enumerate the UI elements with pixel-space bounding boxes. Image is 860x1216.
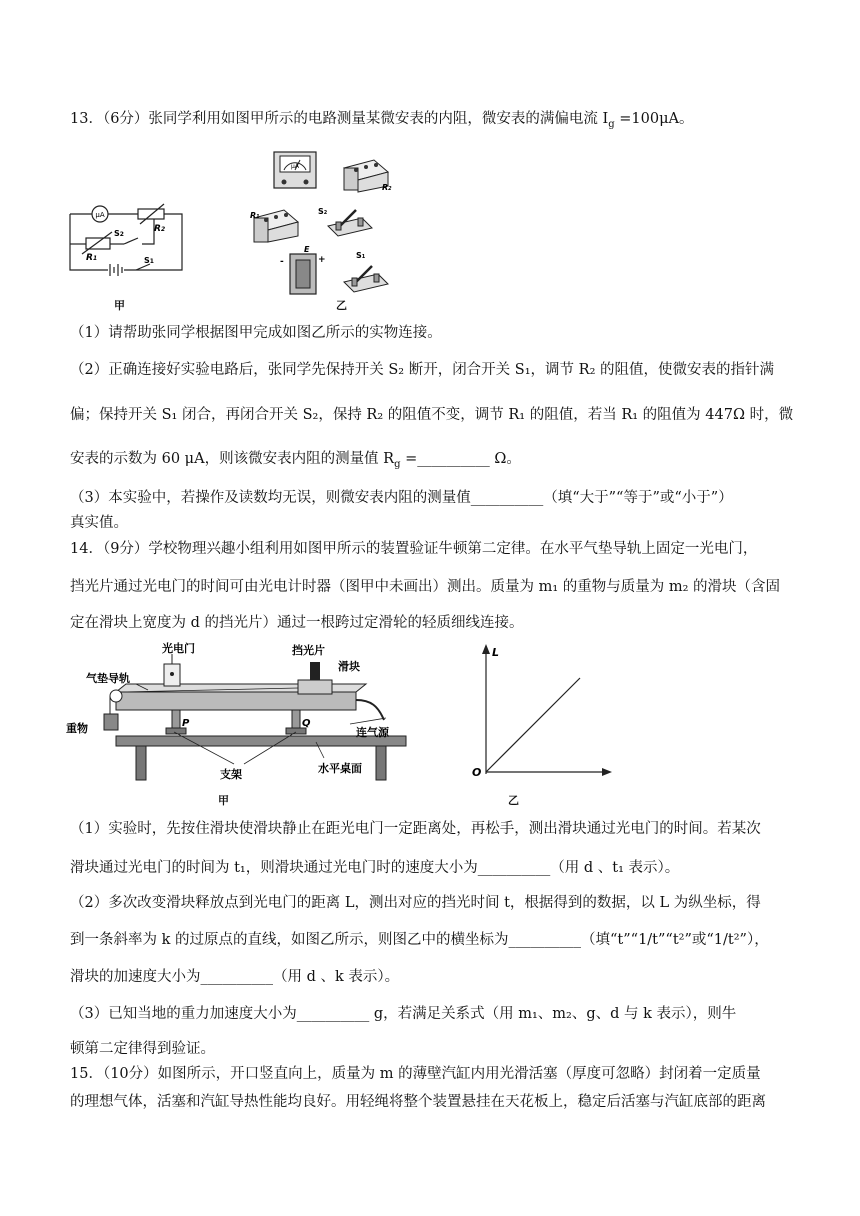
svg-text:R2: R2 — [382, 183, 392, 192]
svg-text:光电门: 光电门 — [162, 642, 195, 655]
q14-l-graph — [468, 640, 618, 780]
uA-label: μA — [95, 211, 105, 219]
origin-label: O — [472, 766, 482, 779]
y-axis-label: L — [492, 646, 500, 659]
r1-label: R1 — [86, 253, 98, 263]
r2-label: R2 — [154, 224, 166, 234]
svg-text:S1: S1 — [356, 251, 366, 260]
s2-label: S2 — [114, 229, 124, 238]
q14-part1-line2: 滑块通过光电门的时间为 t₁，则滑块通过光电门时的速度大小为__________（用 d 、t₁ 表示）。 — [70, 860, 680, 876]
fit-line — [486, 678, 580, 772]
switch-s2 — [318, 207, 372, 236]
q15-line2: 的理想气体，活塞和汽缸导热性能均良好。用轻绳将整个装置悬挂在天花板上，稳定后活塞与汽缸底部的距离 — [70, 1094, 766, 1110]
q13-heading: 13．（6分）张同学利用如图甲所示的电路测量某微安表的内阻，微安表的满偏电流 $I_g =100\mu A$。 — [70, 111, 694, 130]
svg-text:+: + — [318, 255, 326, 265]
s1-label: S1 — [144, 256, 154, 265]
q14-part3-line2: 顿第二定律得到验证。 — [70, 1041, 215, 1057]
svg-text:R1: R1 — [250, 211, 260, 220]
q14-fig-yi-caption: 乙 — [508, 794, 519, 807]
battery-e — [280, 245, 326, 294]
fig-yi-caption: 乙 — [336, 299, 347, 312]
q13-part3-line1: （3）本实验中，若操作及读数均无误，则微安表内阻的测量值__________（填“大于”“等于”或“小于”） — [70, 490, 733, 506]
q15-line1: 15．（10分）如图所示，开口竖直向上，质量为 m 的薄壁汽缸内用光滑活塞（厚度可忽略）封闭着一定质量 — [70, 1066, 761, 1082]
svg-text:气垫导轨: 气垫导轨 — [86, 672, 130, 685]
q14-line3: 定在滑块上宽度为 d 的挡光片）通过一根跨过定滑轮的轻质细线连接。 — [70, 615, 524, 631]
q13-part2-line1: （2）正确连接好实验电路后，张同学先保持开关 S₂ 断开，闭合开关 S₁，调节 R₂ 的阻值，使微安表的指针满 — [70, 362, 774, 378]
q13-part2-line3: 安表的示数为 60 μA，则该微安表内阻的测量值 $R_g$ =__________ Ω。 — [70, 451, 521, 470]
svg-text:-: - — [280, 257, 284, 267]
q14-fig-jia-caption: 甲 — [218, 794, 229, 807]
svg-text:连气源: 连气源 — [356, 726, 389, 739]
svg-text:E: E — [304, 245, 310, 254]
svg-text:μA: μA — [291, 163, 299, 170]
q13-circuit-diagram — [66, 196, 188, 278]
q13-apparatus-figure — [244, 146, 394, 302]
switch-s1 — [344, 251, 388, 292]
slider-with-shade — [298, 662, 332, 694]
svg-text:重物: 重物 — [66, 722, 88, 735]
svg-text:S2: S2 — [318, 207, 328, 216]
svg-text:Q: Q — [302, 718, 311, 729]
svg-text:水平桌面: 水平桌面 — [318, 762, 362, 775]
q14-air-track-figure — [66, 640, 416, 790]
q14-part2-line1: （2）多次改变滑块释放点到光电门的距离 L，测出对应的挡光时间 t，根据得到的数据，以 L 为纵坐标，得 — [70, 895, 761, 911]
horizontal-table — [116, 736, 406, 780]
q14-line2: 挡光片通过光电门的时间可由光电计时器（图甲中未画出）测出。质量为 m₁ 的重物与质量为 m₂ 的滑块（含固 — [70, 579, 781, 595]
resistance-box-r1 — [250, 210, 298, 242]
photogate — [164, 654, 180, 686]
microammeter-device — [274, 152, 316, 188]
resistance-box-r2 — [344, 160, 392, 192]
svg-text:P: P — [182, 718, 190, 729]
svg-text:滑块: 滑块 — [338, 660, 360, 673]
svg-text:支架: 支架 — [220, 768, 242, 781]
fig-jia-caption: 甲 — [114, 299, 125, 312]
q14-line1: 14．（9分）学校物理兴趣小组利用如图甲所示的装置验证牛顿第二定律。在水平气垫导轨上固定一光电门， — [70, 541, 758, 557]
svg-text:挡光片: 挡光片 — [292, 644, 325, 657]
q14-part3-line1: （3）已知当地的重力加速度大小为__________ g，若满足关系式（用 m₁、m₂、g、d 与 k 表示），则牛 — [70, 1006, 737, 1022]
q13-part2-line2: 偏；保持开关 S₁ 闭合，再闭合开关 S₂，保持 R₂ 的阻值不变，调节 R₁ 的阻值，若当 R₁ 的阻值为 447Ω 时，微 — [70, 407, 794, 423]
q14-part2-line2: 到一条斜率为 k 的过原点的直线，如图乙所示，则图乙中的横坐标为__________（填“t”“1/t”“t²”或“1/t²”）， — [70, 932, 769, 948]
q13-part3-line2: 真实值。 — [70, 515, 128, 531]
q14-part1-line1: （1）实验时，先按住滑块使滑块静止在距光电门一定距离处，再松手，测出滑块通过光电门的时间。若某次 — [70, 821, 761, 837]
q13-part1: （1）请帮助张同学根据图甲完成如图乙所示的实物连接。 — [70, 325, 442, 341]
q14-part2-line3: 滑块的加速度大小为__________（用 d 、k 表示）。 — [70, 969, 400, 985]
